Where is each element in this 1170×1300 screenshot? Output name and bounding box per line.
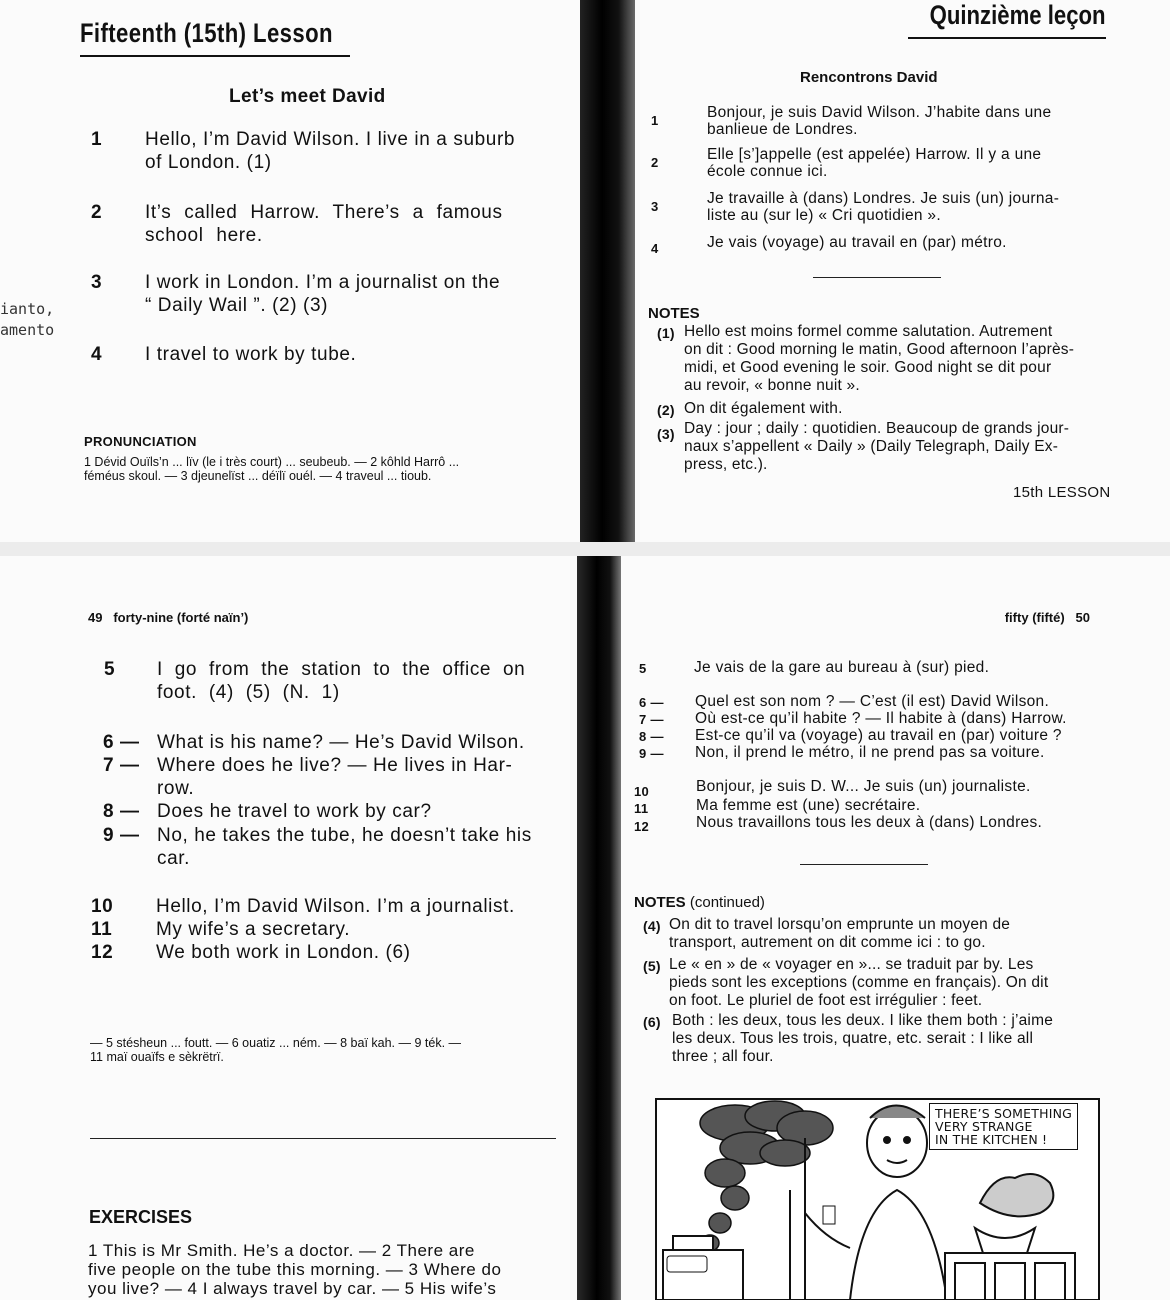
line-text: Elle [s’]appelle (est appelée) Harrow. Il y a une école connue ici. <box>707 146 1042 180</box>
note-tag: (5) <box>643 958 661 974</box>
page-number-pron: (forté naïn’) <box>176 610 249 625</box>
line-7 <box>103 754 573 800</box>
exercises-heading: EXERCISES <box>89 1207 193 1227</box>
line-number: 7 — <box>639 712 664 727</box>
line-number: 12 <box>634 819 650 834</box>
lesson-title: Fifteenth (15th) Lesson <box>80 18 333 48</box>
note-text: Day : jour ; daily : quotidien. Beaucoup de grands jour- naux s’appellent « Daily » (Daily Telegraph, Daily Ex- press, etc.). <box>684 420 1070 473</box>
line-number: 11 <box>91 919 113 940</box>
line-number: 7 — <box>103 755 140 776</box>
notes-heading-continued <box>634 894 765 911</box>
line-number: 1 <box>91 129 103 150</box>
divider <box>90 1138 556 1139</box>
line-9 <box>103 824 573 870</box>
line-text: Bonjour, je suis David Wilson. J’habite dans une banlieue de Londres. <box>707 104 1052 138</box>
line-text: Ma femme est (une) secrétaire. <box>696 797 921 814</box>
note-6 <box>643 1012 1108 1066</box>
line-5 <box>100 658 570 704</box>
lecon-subtitle: Rencontrons David <box>800 69 938 86</box>
note-tag: (3) <box>657 426 675 442</box>
lesson-subtitle: Let’s meet David <box>229 86 386 107</box>
lecon-title-underline <box>908 37 1106 39</box>
fr-line-9 <box>639 744 1109 761</box>
note-4 <box>643 916 1108 952</box>
note-tag: (1) <box>657 325 675 341</box>
gutter-bottom <box>577 556 621 1300</box>
pronunciation-heading: PRONUNCIATION <box>84 434 197 449</box>
notes-heading: NOTES <box>648 305 700 322</box>
line-number: 2 <box>91 202 103 223</box>
notes-heading-suffix: (continued) <box>689 894 765 911</box>
line-text: It’s called Harrow. There’s a famous school here. <box>145 202 503 246</box>
line-text: Nous travaillons tous les deux à (dans) Londres. <box>696 814 1043 831</box>
line-8 <box>103 800 573 823</box>
exercises-text: 1 This is Mr Smith. He’s a doctor. — 2 There are five people on the tube this morning. — 3 Where do you live? — 4 I always travel by car. — 5 His wife’s <box>88 1241 502 1298</box>
line-6 <box>103 731 573 754</box>
lecon-title: Quinzième leçon <box>930 0 1106 30</box>
line-text: Est-ce qu’il va (voyage) au travail en (par) voiture ? <box>695 727 1062 744</box>
note-text: Hello est moins formel comme salutation. Autrement on dit : Good morning le matin, Good afternoon l’après- midi, et Good evening le soir. Good night se dit pour au revoir, « bonne nuit ». <box>684 323 1075 394</box>
line-number: 9 — <box>639 746 664 761</box>
note-text: Le « en » de « voyager en »... se traduit par by. Les pieds sont les exceptions (comme en français). On dit on foot. Le pluriel de foot est irrégulier : feet. <box>669 956 1049 1009</box>
fr-line-5 <box>639 659 1109 676</box>
line-number: 2 <box>651 155 659 170</box>
page-number-pron: (fifté) <box>1032 610 1065 625</box>
line-number: 5 <box>104 659 116 680</box>
note-5 <box>643 956 1108 1010</box>
fr-line-1 <box>651 104 1121 138</box>
gutter-top <box>580 0 635 542</box>
fr-line-6 <box>639 693 1109 710</box>
line-3 <box>91 271 561 317</box>
divider <box>800 864 928 865</box>
page-number: 49 <box>88 610 103 625</box>
lesson-title-underline <box>80 55 350 57</box>
line-text: Does he travel to work by car? <box>157 801 432 822</box>
line-text: Je travaille à (dans) Londres. Je suis (un) journa- liste au (sur le) « Cri quotidien ». <box>707 190 1060 224</box>
cartoon-caption: THERE’S SOMETHING VERY STRANGE IN THE KITCHEN ! <box>929 1103 1078 1150</box>
line-number: 4 <box>91 344 103 365</box>
line-number: 10 <box>91 896 114 917</box>
line-number: 6 — <box>103 732 140 753</box>
page-number-word: forty-nine <box>113 610 174 625</box>
line-text: I travel to work by tube. <box>145 344 357 365</box>
line-text: We both work in London. (6) <box>156 942 411 963</box>
line-11 <box>91 918 561 941</box>
line-text: No, he takes the tube, he doesn’t take his car. <box>157 825 532 869</box>
line-10 <box>91 895 561 918</box>
fr-line-7 <box>639 710 1109 727</box>
line-text: Je vais (voyage) au travail en (par) métro. <box>707 234 1007 251</box>
line-number: 1 <box>651 113 659 128</box>
divider <box>813 277 941 278</box>
page-number-word: fifty <box>1004 610 1029 625</box>
line-text: My wife’s a secretary. <box>156 919 351 940</box>
line-text: Hello, I’m David Wilson. I’m a journalist. <box>156 896 515 917</box>
note-2 <box>657 400 1122 418</box>
line-text: Where does he live? — He lives in Har- row. <box>157 755 513 799</box>
line-1 <box>91 128 561 174</box>
fr-line-2 <box>651 146 1121 180</box>
line-number: 8 — <box>103 801 140 822</box>
left-fragment-1: ianto, <box>0 300 55 318</box>
fr-line-12 <box>634 814 1104 834</box>
line-number: 11 <box>634 801 649 816</box>
scan-gap <box>0 542 1170 556</box>
pronunciation-text: 1 Dévid Ouïls’n ... lïv (le i très court) ... seubeub. — 2 kôhld Harrô ... féméus skoul. — 3 djeunelïst ... déïlï ouél. — 4 traveul ... tioub. <box>84 455 460 483</box>
note-text: On dit to travel lorsqu’on emprunte un moyen de transport, autrement on dit comme ici : to go. <box>669 916 1011 951</box>
line-number: 4 <box>651 241 659 256</box>
line-text: I go from the station to the office on foot. (4) (5) (N. 1) <box>157 659 526 703</box>
line-number: 9 — <box>103 825 140 846</box>
note-tag: (2) <box>657 402 675 418</box>
line-text: Je vais de la gare au bureau à (sur) pied. <box>694 659 990 676</box>
line-number: 10 <box>634 784 650 799</box>
line-text: Non, il prend le métro, il ne prend pas sa voiture. <box>695 744 1045 761</box>
line-number: 8 — <box>639 729 664 744</box>
fr-line-11 <box>634 797 1104 814</box>
note-tag: (4) <box>643 918 661 934</box>
left-fragment-2: amento <box>0 321 55 339</box>
line-2 <box>91 201 561 247</box>
line-text: Bonjour, je suis D. W... Je suis (un) journaliste. <box>696 778 1031 795</box>
fr-line-8 <box>639 727 1109 744</box>
line-text: I work in London. I’m a journalist on the “ Daily Wail ”. (2) (3) <box>145 272 501 316</box>
line-number: 3 <box>91 272 103 293</box>
line-number: 12 <box>91 942 114 963</box>
notes-heading-label: NOTES <box>634 894 686 911</box>
note-tag: (6) <box>643 1014 661 1030</box>
note-text: Both : les deux, tous les deux. I like them both : j’aime les deux. Tous les trois, quatre, etc. serait : I like all three ; all four. <box>672 1012 1054 1065</box>
page-header-right <box>1005 610 1090 625</box>
line-number: 3 <box>651 199 659 214</box>
line-text: Hello, I’m David Wilson. I live in a suburb of London. (1) <box>145 129 516 173</box>
page-header-left <box>88 610 248 625</box>
note-3 <box>657 420 1122 474</box>
line-text: Où est-ce qu’il habite ? — Il habite à (dans) Harrow. <box>695 710 1067 727</box>
page-footer: 15th LESSON <box>1013 484 1111 501</box>
line-12 <box>91 941 561 964</box>
line-text: Quel est son nom ? — C’est (il est) David Wilson. <box>695 693 1050 710</box>
page-number: 50 <box>1075 610 1090 625</box>
line-4 <box>91 343 561 366</box>
line-number: 6 — <box>639 695 664 710</box>
note-text: On dit également with. <box>684 400 843 417</box>
fr-line-3 <box>651 190 1121 224</box>
fr-line-4 <box>651 234 1121 256</box>
note-1 <box>657 323 1122 395</box>
fr-line-10 <box>634 778 1104 799</box>
line-number: 5 <box>639 661 647 676</box>
pronunciation-text-continued: — 5 stésheun ... foutt. — 6 ouatiz ... ném. — 8 baï kah. — 9 ték. — 11 maï ouaïfs e sèkrëtrï. <box>90 1036 462 1064</box>
line-text: What is his name? — He’s David Wilson. <box>157 732 525 753</box>
